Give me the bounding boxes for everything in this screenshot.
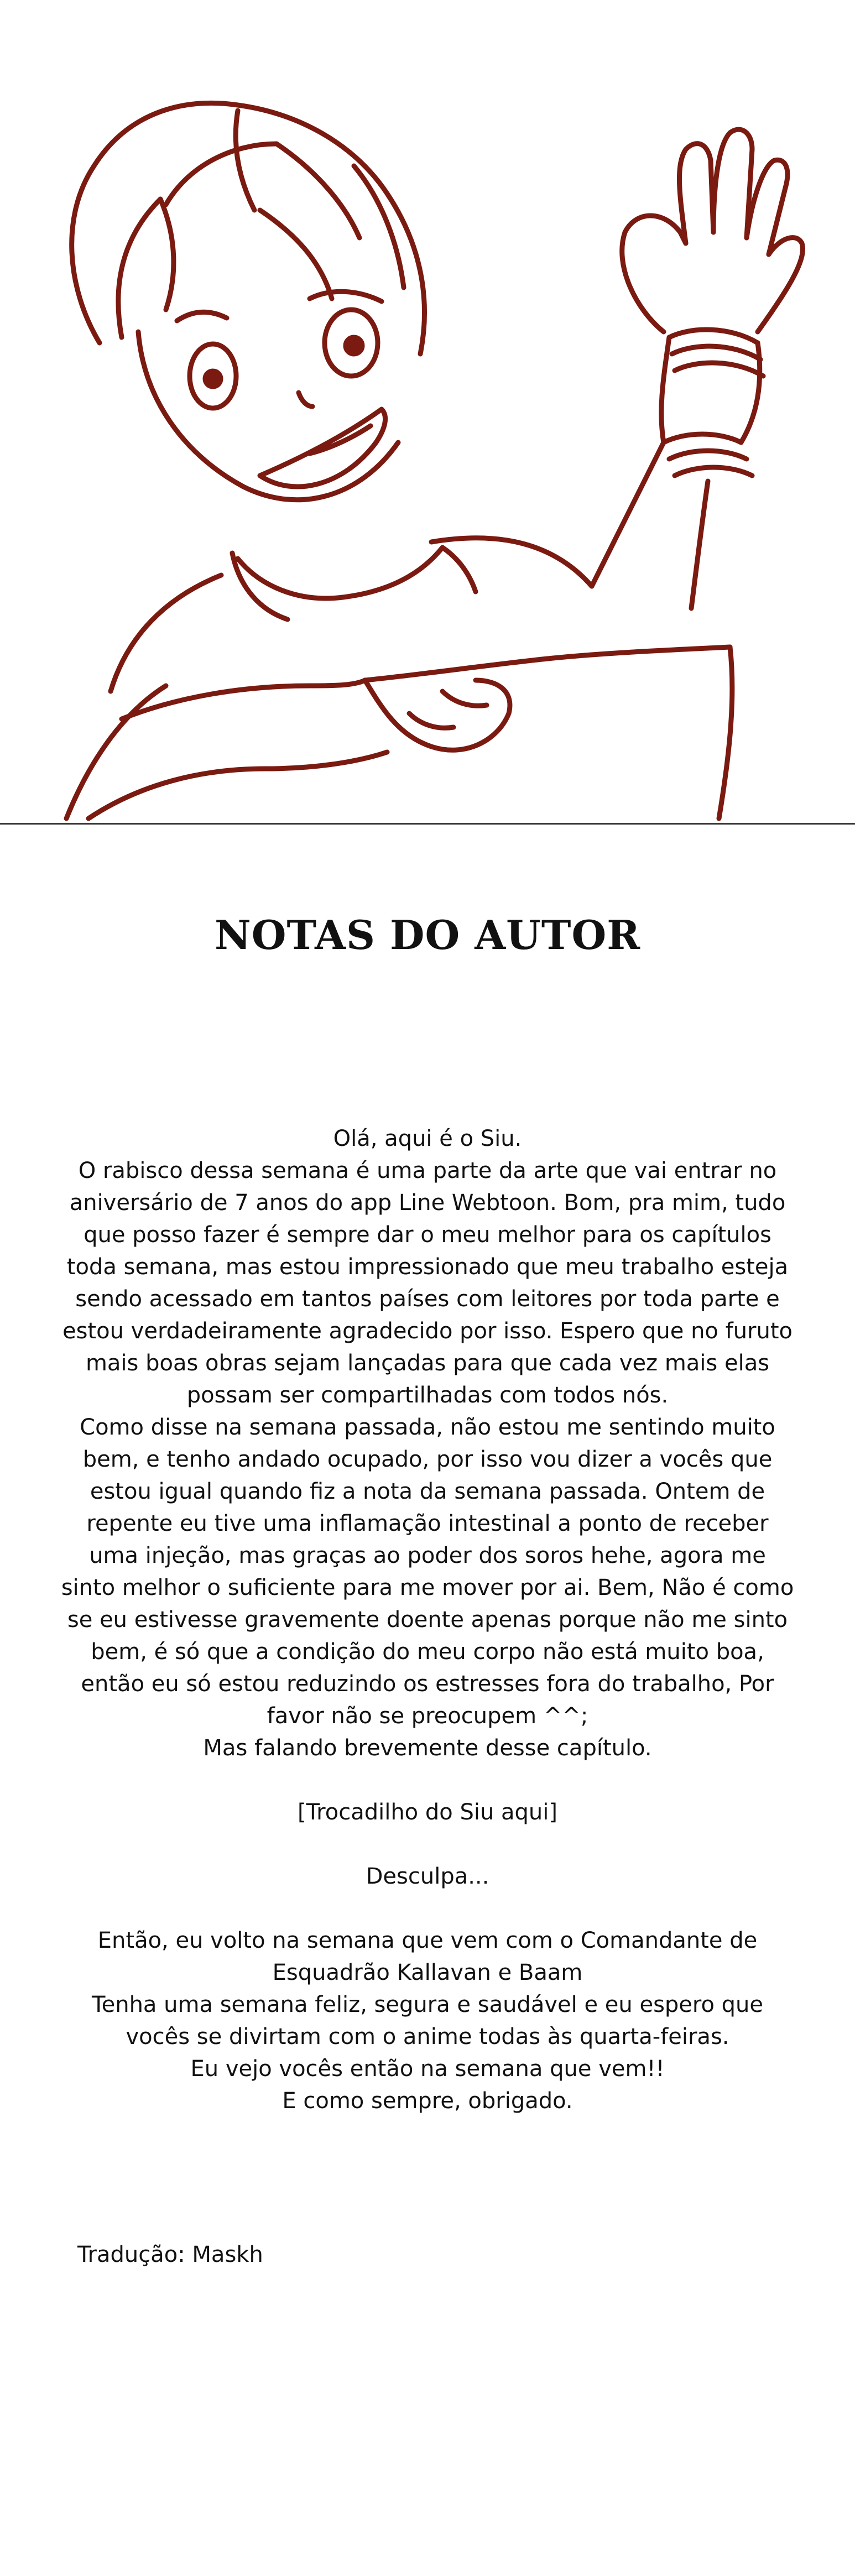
- left-eyebrow: [177, 312, 227, 321]
- hair-strand: [118, 199, 160, 337]
- hair-strand: [166, 144, 277, 205]
- held-paper-edge: [719, 647, 732, 818]
- fist-knuckle: [442, 691, 487, 706]
- cuff-band: [669, 451, 747, 459]
- notes-paragraph: Desculpa...: [366, 1864, 489, 1889]
- hair-outline: [72, 103, 425, 354]
- right-eyebrow: [310, 291, 382, 301]
- finger: [679, 144, 713, 243]
- holding-sleeve: [88, 752, 387, 818]
- cuff-band: [675, 467, 752, 476]
- notes-paragraph: Então, eu volto na semana que vem com o Comandante de Esquadrão Kallavan e Baam: [97, 1928, 758, 1985]
- spacer: [61, 1828, 794, 1860]
- fist-knuckle: [409, 713, 453, 728]
- finger: [713, 129, 752, 238]
- holding-sleeve: [122, 680, 365, 719]
- fist: [365, 680, 510, 750]
- hair-strand: [236, 111, 254, 210]
- collar-fold: [442, 547, 476, 592]
- hair-strand: [277, 144, 359, 238]
- spacer: [61, 1764, 794, 1796]
- notes-paragraph: Como disse na semana passada, não estou me sentindo muito bem, e tenho andado ocupado, por isso vou dizer a vocês que estou igual quando fiz a nota da semana passada. Ontem de repente eu tive uma inflamação intestinal a ponto de receber uma injeção, mas graças ao poder dos soros hehe, agora me sinto melhor o suficiente para me mover por ai. Bem, Não é como se eu estivesse gravemente doente apenas porque não me sinto bem, é só que a condição do meu corpo não está muito boa, então eu só estou reduzindo os estresses fora do trabalho, Por favor não se preocupem ^^;: [61, 1415, 794, 1729]
- thumb: [758, 238, 803, 332]
- right-pupil: [346, 337, 362, 354]
- left-pupil: [205, 371, 221, 387]
- sleeve: [592, 442, 664, 586]
- author-notes-title: NOTAS DO AUTOR: [214, 911, 641, 959]
- forearm: [661, 337, 669, 442]
- notes-paragraph: E como sempre, obrigado.: [282, 2088, 573, 2114]
- translation-credit: Tradução: Maskh: [77, 2242, 263, 2267]
- sleeve: [691, 481, 708, 608]
- teeth: [310, 426, 371, 453]
- cuff-band: [664, 434, 741, 442]
- wrist-wrap: [675, 363, 763, 376]
- torso: [66, 686, 166, 818]
- wrist-wrap: [669, 330, 758, 343]
- nose: [299, 393, 312, 406]
- shoulder-right: [431, 538, 592, 586]
- greeting: Olá, aqui é o Siu.: [333, 1126, 522, 1151]
- forearm: [741, 343, 760, 442]
- palm: [622, 216, 686, 332]
- section-divider: [0, 823, 855, 825]
- notes-paragraph: O rabisco dessa semana é uma parte da arte que vai entrar no aniversário de 7 anos do app Line Webtoon. Bom, pra mim, tudo que posso fazer é sempre dar o meu melhor para os capítulos toda semana, mas estou impressionado que meu trabalho esteja sendo acessado em tantos países com leitores por toda parte e estou verdadeiramente agradecido por isso. Espero que no furuto mais boas obras sejam lançadas para que cada vez mais elas possam ser compartilhadas com todos nós.: [62, 1158, 793, 1408]
- shoulder-left: [111, 575, 221, 691]
- spacer: [61, 1892, 794, 1925]
- author-notes-body: [61, 1123, 794, 2117]
- waving-character-drawing: [0, 0, 855, 824]
- notes-paragraph: Mas falando brevemente desse capítulo.: [203, 1735, 652, 1761]
- held-paper: [365, 647, 730, 680]
- collar: [238, 547, 442, 598]
- notes-paragraph: Tenha uma semana feliz, segura e saudável e eu espero que vocês se divirtam com o anime todas às quarta-feiras.: [91, 1992, 764, 2050]
- wrist-wrap: [672, 346, 760, 359]
- hair-fringe: [260, 210, 332, 299]
- author-sketch-illustration: [0, 0, 855, 824]
- notes-paragraph: Eu vejo vocês então na semana que vem!!: [190, 2056, 665, 2082]
- notes-paragraph: [Trocadilho do Siu aqui]: [298, 1800, 557, 1825]
- hair-fringe: [160, 199, 174, 310]
